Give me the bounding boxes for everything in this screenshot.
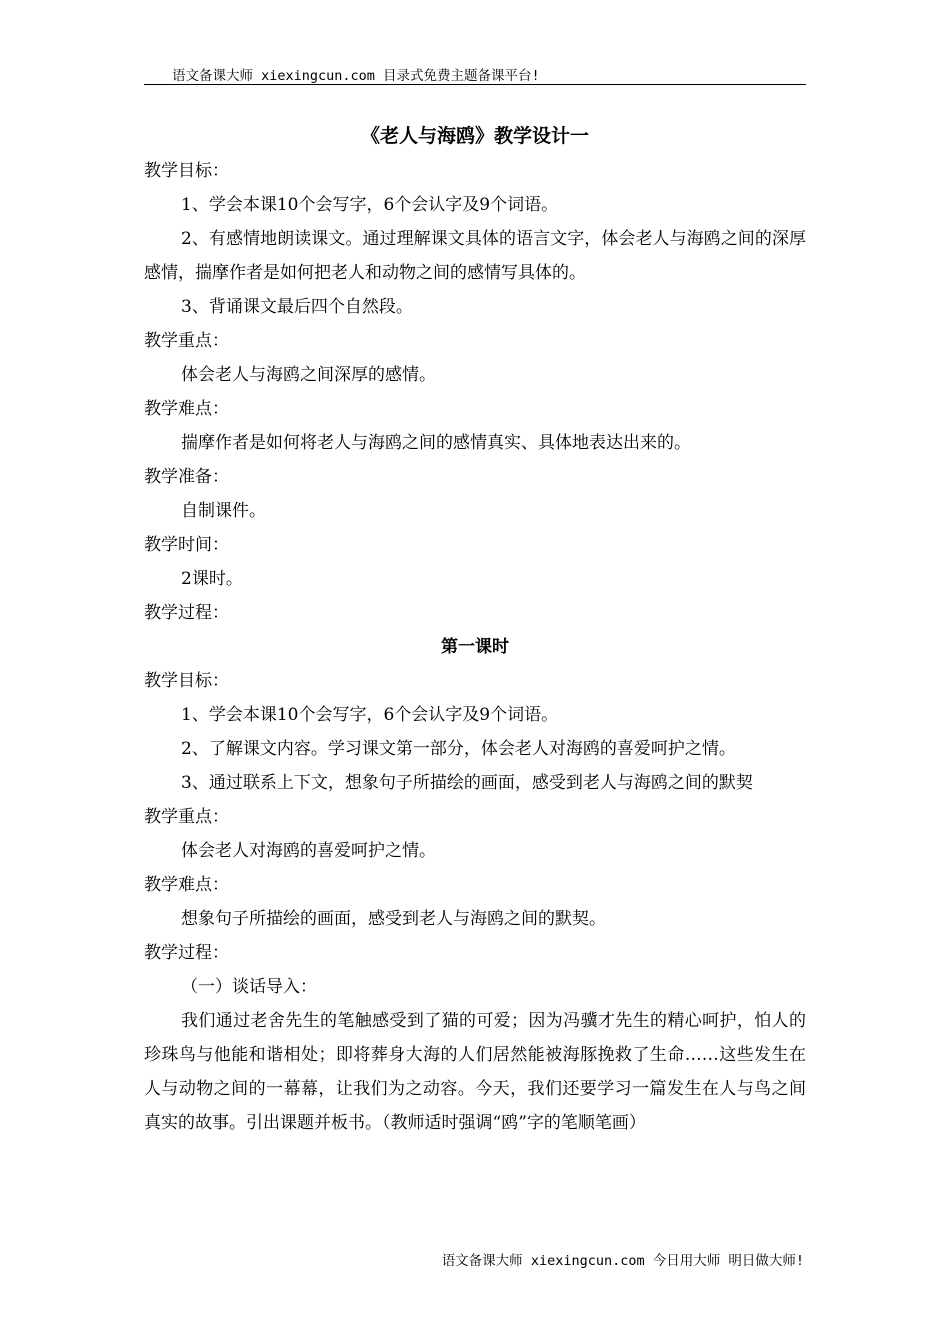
section-label: 教学时间： [144,535,229,555]
page-header [144,62,806,85]
page-footer: 语文备课大师 xiexingcun.com 今日用大师 明日做大师! [441,1253,804,1269]
paragraph: 体会老人与海鸥之间深厚的感情。 [181,365,436,385]
header-text: 语文备课大师 xiexingcun.com 目录式免费主题备课平台! [172,68,540,84]
paragraph: （一）谈话导入： [181,977,317,997]
paragraph: 1、学会本课10个会写字，6个会认字及9个词语。 [181,705,559,725]
document-body [144,118,806,1140]
lesson-subtitle: 第一课时 [441,637,509,657]
section-label: 教学过程： [144,943,229,963]
section-label: 教学重点： [144,331,229,351]
section-label: 教学难点： [144,399,229,419]
paragraph: 想象句子所描绘的画面，感受到老人与海鸥之间的默契。 [181,909,606,929]
paragraph: 3、通过联系上下文，想象句子所描绘的画面，感受到老人与海鸥之间的默契 [181,773,753,793]
paragraph: 2、了解课文内容。学习课文第一部分，体会老人对海鸥的喜爱呵护之情。 [181,739,736,759]
section-label: 教学过程： [144,603,229,623]
paragraph: 体会老人对海鸥的喜爱呵护之情。 [181,841,436,861]
paragraph: 3、背诵课文最后四个自然段。 [181,297,413,317]
document-title: 《老人与海鸥》教学设计一 [360,125,589,147]
section-label: 教学准备： [144,467,229,487]
paragraph: 揣摩作者是如何将老人与海鸥之间的感情真实、具体地表达出来的。 [181,433,691,453]
section-label: 教学重点： [144,807,229,827]
paragraph: 2、有感情地朗读课文。通过理解课文具体的语言文字，体会老人与海鸥之间的深厚感情，揣摩作者是如何把老人和动物之间的感情写具体的。 [144,229,806,283]
section-label: 教学目标： [144,161,229,181]
paragraph: 自制课件。 [181,501,266,521]
section-label: 教学目标： [144,671,229,691]
section-label: 教学难点： [144,875,229,895]
paragraph: 1、学会本课10个会写字，6个会认字及9个词语。 [181,195,559,215]
paragraph: 我们通过老舍先生的笔触感受到了猫的可爱；因为冯骥才先生的精心呵护，怕人的珍珠鸟与他能和谐相处；即将葬身大海的人们居然能被海豚挽救了生命……这些发生在人与动物之间的一幕幕，让我们为之动容。今天，我们还要学习一篇发生在人与鸟之间真实的故事。引出课题并板书。（教师适时强调“鸥”字的笔顺笔画） [144,1011,806,1133]
paragraph: 2课时。 [181,569,243,589]
